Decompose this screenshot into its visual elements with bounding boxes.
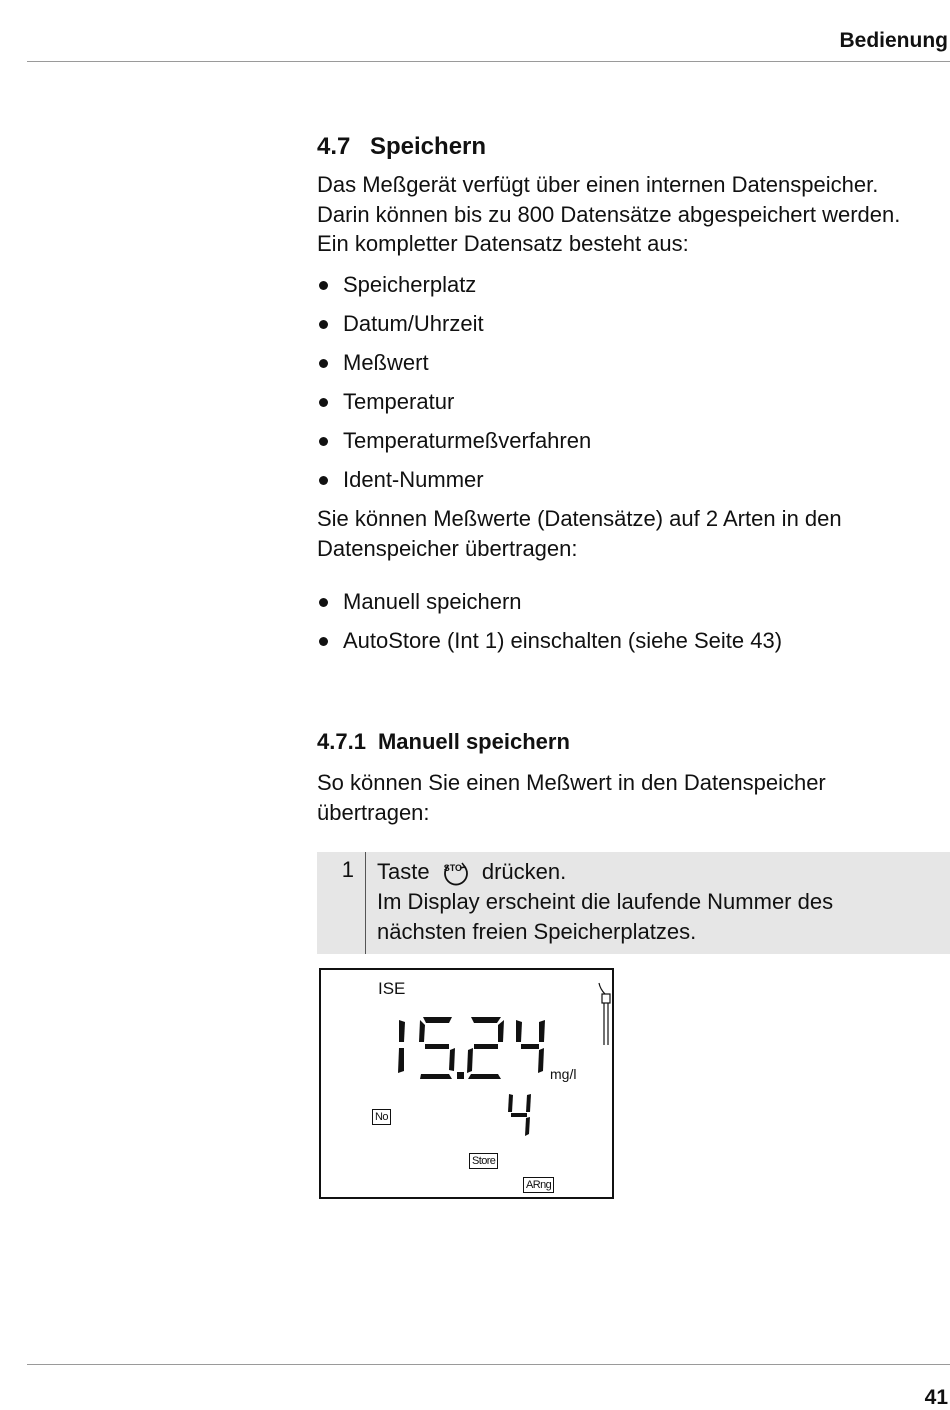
step-line-1 xyxy=(377,857,833,887)
list-item: Speicherplatz xyxy=(317,271,950,310)
lcd-mode-label: ISE xyxy=(378,979,406,998)
sto-key-icon xyxy=(436,859,476,885)
intro-line: Ein kompletter Datensatz besteht aus: xyxy=(317,231,689,256)
lcd-display xyxy=(319,968,614,1199)
transfer-text xyxy=(317,504,950,563)
electrode-icon xyxy=(599,983,610,1045)
section-title: Speichern xyxy=(370,133,487,160)
lcd-segment-readout xyxy=(321,970,612,1197)
transfer-line: Sie können Meßwerte (Datensätze) auf 2 Arten in den xyxy=(317,506,842,531)
step-line-3: nächsten freien Speicherplatzes. xyxy=(377,919,697,944)
subsection-intro-line: übertragen: xyxy=(317,799,430,825)
digit-4 xyxy=(516,1020,545,1073)
decimal-point xyxy=(457,1072,464,1079)
sto-key-label: STO xyxy=(443,863,463,873)
subsection-heading-block xyxy=(317,729,950,755)
step-table xyxy=(317,852,950,954)
footer-rule xyxy=(27,1364,950,1365)
step-number: 1 xyxy=(317,852,366,954)
lcd-store-label: Store xyxy=(469,1153,498,1169)
header-title: Bedienung xyxy=(839,29,948,52)
list-item: Temperatur xyxy=(317,388,950,427)
page-number: 41 xyxy=(924,1386,948,1409)
subsection-heading xyxy=(317,729,950,755)
subsection-intro xyxy=(317,768,950,827)
step-after-key: drücken. xyxy=(481,859,567,884)
subsection-title: Manuell speichern xyxy=(377,729,570,754)
list-item: Temperaturmeßverfahren xyxy=(317,427,950,466)
digit-1 xyxy=(398,1020,405,1073)
step-before-key: Taste xyxy=(377,859,430,884)
section-heading xyxy=(317,133,950,161)
list-item: Meßwert xyxy=(317,349,950,388)
circular-arrow-icon xyxy=(442,862,470,886)
transfer-line: Datenspeicher übertragen: xyxy=(317,535,578,561)
subsection-intro-line: So können Sie einen Meßwert in den Datenspeicher xyxy=(317,770,826,795)
intro-line: Das Meßgerät verfügt über einen internen Datenspeicher. xyxy=(317,172,879,197)
digit-2 xyxy=(467,1017,504,1079)
list-item: Ident-Nummer xyxy=(317,466,950,505)
memory-digit-4 xyxy=(508,1094,531,1136)
step-line-2: Im Display erscheint die laufende Nummer des xyxy=(377,889,834,914)
digit-5 xyxy=(419,1017,455,1079)
section-number: 4.7 xyxy=(317,133,351,160)
step-text xyxy=(366,852,833,954)
lcd-unit: mg/l xyxy=(550,1066,577,1082)
header-rule xyxy=(27,61,950,62)
section-heading-block xyxy=(317,133,950,161)
intro-line: Darin können bis zu 800 Datensätze abgespeichert werden. xyxy=(317,201,901,227)
list-item: Datum/Uhrzeit xyxy=(317,310,950,349)
subsection-number: 4.7.1 xyxy=(317,729,366,754)
list-item: AutoStore (Int 1) einschalten (siehe Seite 43) xyxy=(317,627,950,666)
lcd-no-label: No xyxy=(372,1109,391,1125)
record-item-list xyxy=(317,271,950,505)
list-item: Manuell speichern xyxy=(317,588,950,627)
lcd-arng-label: ARng xyxy=(523,1177,554,1193)
section-intro xyxy=(317,170,950,259)
transfer-item-list xyxy=(317,588,950,666)
